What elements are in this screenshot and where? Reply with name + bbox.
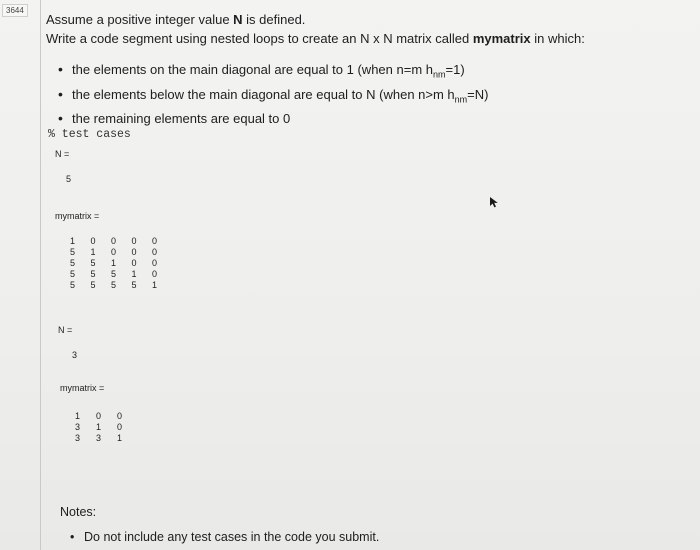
matrix-row: 5 5 1 0 0 [70,258,158,268]
requirement-item: • the elements below the main diagonal are equal to N (when n>m $h_{nm}=N$) [58,85,488,110]
notes-heading: Notes: [60,505,97,519]
matrix-label: mymatrix = [60,383,105,393]
matrix-row: 3 1 0 [75,422,123,432]
n-label: N = [58,325,73,335]
matrix-row: 3 3 1 [75,433,123,443]
left-margin-rule [40,0,41,550]
matrix-output [70,236,173,291]
n-label: N = [55,149,70,159]
requirement-item: • the elements on the main diagonal are equal to 1 (when n=m $h_{nm}=1$) [58,60,488,85]
question-id-tag: 3644 [2,4,28,17]
matrix-row: 5 1 0 0 0 [70,247,158,257]
requirements-list [58,60,488,128]
prompt-line-2: Write a code segment using nested loops to create an N x N matrix called mymatrix in which: [46,31,585,46]
matrix-row: 1 0 0 0 0 [70,236,158,246]
matrix-row: 1 0 0 [75,411,123,421]
test-cases-comment: % test cases [48,128,131,141]
mouse-pointer-icon [489,196,501,208]
n-value: 3 [72,350,78,360]
prompt-line-1: Assume a positive integer value N is defined. [46,12,306,27]
notes-list [70,530,379,544]
matrix-label: mymatrix = [55,211,100,221]
n-value: 5 [66,174,72,184]
matrix-output [75,411,138,444]
question-prompt [46,10,585,48]
note-item: • Do not include any test cases in the code you submit. [70,530,379,544]
matrix-row: 5 5 5 1 0 [70,269,158,279]
matrix-row: 5 5 5 5 1 [70,280,158,290]
requirement-item: • the remaining elements are equal to 0 [58,109,488,128]
